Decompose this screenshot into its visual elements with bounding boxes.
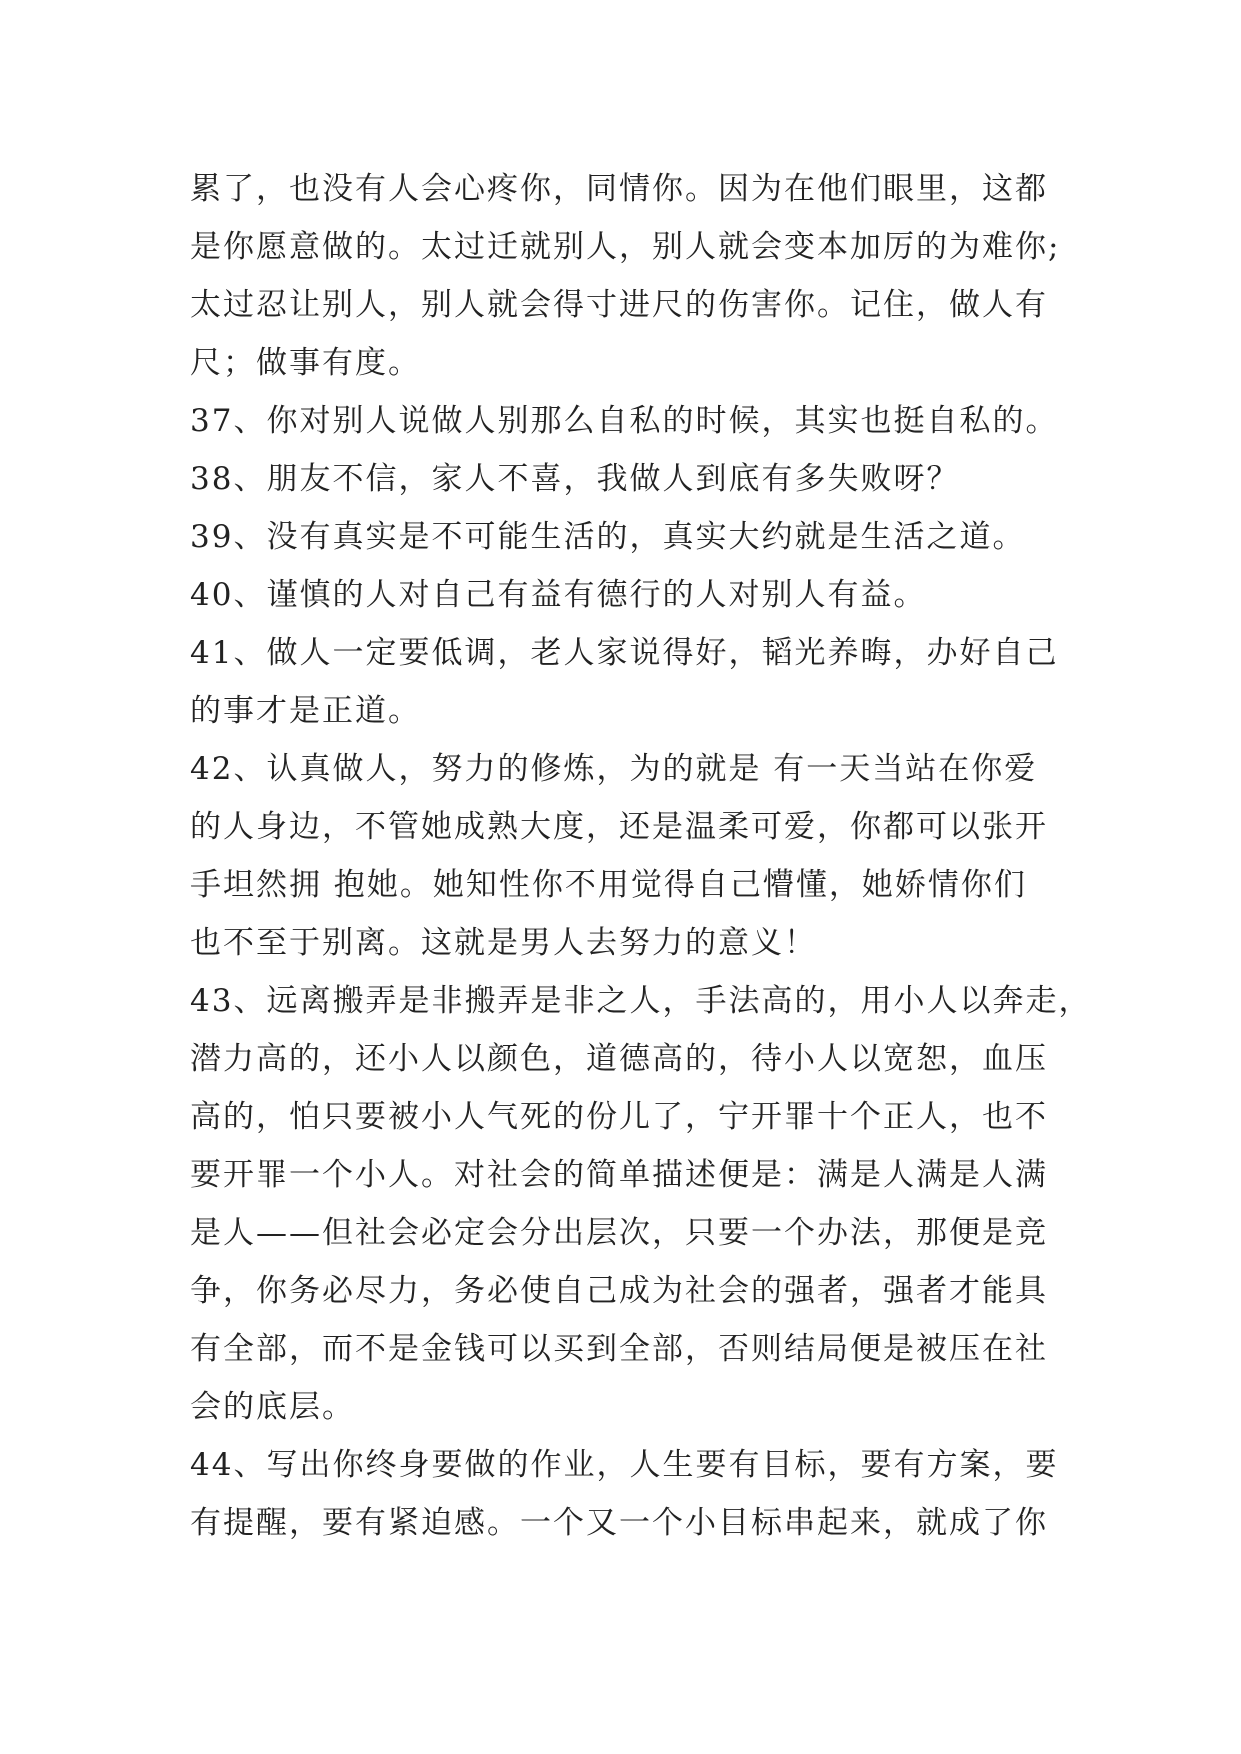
text-line: 43、远离搬弄是非搬弄是非之人，手法高的，用小人以奔走， — [190, 983, 1092, 1019]
text-line: 42、认真做人，努力的修炼，为的就是 有一天当站在你爱 — [190, 751, 1038, 787]
text-line: 是人——但社会必定会分出层次，只要一个办法，那便是竞 — [190, 1215, 1048, 1251]
text-line: 的事才是正道。 — [190, 693, 421, 729]
text-line: 44、写出你终身要做的作业，人生要有目标，要有方案，要 — [190, 1447, 1059, 1483]
text-line: 太过忍让别人，别人就会得寸进尺的伤害你。记住，做人有 — [190, 287, 1048, 323]
text-line: 的人身边，不管她成熟大度，还是温柔可爱，你都可以张开 — [190, 809, 1048, 845]
document-body — [190, 160, 1092, 1552]
text-line: 39、没有真实是不可能生活的，真实大约就是生活之道。 — [190, 519, 1026, 555]
text-line: 38、朋友不信，家人不喜，我做人到底有多失败呀？ — [190, 461, 960, 497]
text-line: 争，你务必尽力，务必使自己成为社会的强者，强者才能具 — [190, 1273, 1048, 1309]
text-line: 41、做人一定要低调，老人家说得好，韬光养晦，办好自己 — [190, 635, 1059, 671]
text-line: 要开罪一个小人。对社会的简单描述便是：满是人满是人满 — [190, 1157, 1048, 1193]
text-line: 有提醒，要有紧迫感。一个又一个小目标串起来，就成了你 — [190, 1505, 1048, 1541]
text-line: 37、你对别人说做人别那么自私的时候，其实也挺自私的。 — [190, 403, 1059, 439]
text-line: 高的，怕只要被小人气死的份儿了，宁开罪十个正人，也不 — [190, 1099, 1048, 1135]
text-line: 会的底层。 — [190, 1389, 355, 1425]
text-line: 累了，也没有人会心疼你，同情你。因为在他们眼里，这都 — [190, 171, 1048, 207]
text-line: 有全部，而不是金钱可以买到全部，否则结局便是被压在社 — [190, 1331, 1048, 1367]
text-line: 是你愿意做的。太过迁就别人，别人就会变本加厉的为难你; — [190, 229, 1061, 265]
text-line: 40、谨慎的人对自己有益有德行的人对别人有益。 — [190, 577, 927, 613]
text-line: 手坦然拥 抱她。她知性你不用觉得自己懵懂，她娇情你们 — [190, 867, 1027, 903]
text-line: 潜力高的，还小人以颜色，道德高的，待小人以宽恕，血压 — [190, 1041, 1048, 1077]
text-line: 尺；做事有度。 — [190, 345, 421, 381]
text-line: 也不至于别离。这就是男人去努力的意义！ — [190, 925, 817, 961]
